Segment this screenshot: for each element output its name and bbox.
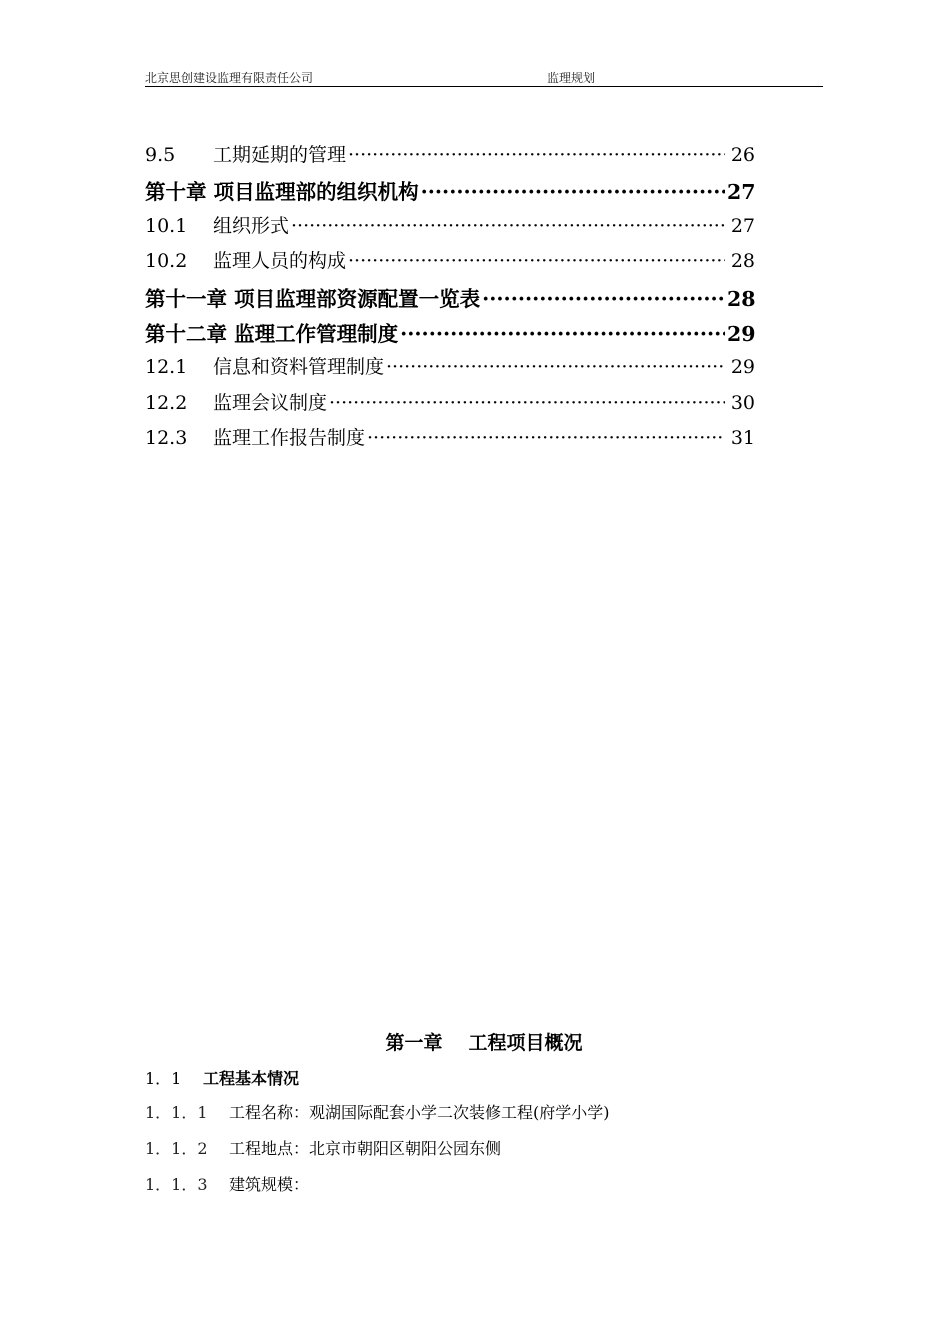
toc-entry-page: 26: [730, 144, 755, 166]
toc-entry-title: 监理工作报告制度: [213, 427, 366, 450]
toc-entry[interactable]: [145, 388, 755, 423]
section-title: 工程基本情况: [203, 1069, 300, 1088]
toc-entry[interactable]: [145, 246, 755, 281]
toc-dot-leader: [329, 392, 725, 414]
toc-entry[interactable]: [145, 423, 755, 458]
page-header: [145, 66, 823, 87]
toc-entry-page: 28: [730, 250, 755, 273]
toc-entry-number: 9.5: [145, 144, 176, 166]
toc-entry-title: 工期延期的管理: [213, 144, 347, 166]
toc-entry[interactable]: [145, 352, 755, 387]
toc-dot-leader: [348, 250, 725, 272]
subsection-item: [145, 1100, 610, 1123]
subsection-number: 1．1．1: [145, 1103, 208, 1122]
toc-chapter-entry[interactable]: [145, 282, 755, 317]
section-number: 1．1: [145, 1069, 182, 1088]
toc-dot-leader: [367, 427, 725, 449]
toc-entry-page: 28: [727, 286, 756, 311]
subsection-text: 工程地点：北京市朝阳区朝阳公园东侧: [229, 1139, 502, 1158]
toc-dot-leader: [291, 215, 725, 237]
section-heading: [145, 1066, 299, 1089]
chapter-title: 工程项目概况: [468, 1032, 583, 1054]
toc-chapter-entry[interactable]: [145, 175, 755, 210]
toc-entry-title: 第十二章 监理工作管理制度: [145, 321, 399, 346]
toc-entry-title: 组织形式: [213, 214, 290, 237]
toc-entry-page: 27: [730, 214, 755, 237]
toc-entry-page: 29: [730, 356, 755, 379]
toc-entry[interactable]: [145, 140, 755, 175]
chapter-number: 第一章: [385, 1032, 443, 1054]
toc-entry-title: 监理人员的构成: [213, 250, 347, 273]
toc-entry-number: 12.2: [145, 391, 188, 414]
toc-dot-leader: [482, 287, 725, 311]
subsection-item: [145, 1136, 501, 1159]
toc-dot-leader: [400, 322, 725, 346]
toc-entry-page: 27: [727, 180, 756, 205]
toc-entry-page: 29: [727, 321, 756, 346]
subsection-item: [145, 1172, 309, 1195]
toc-entry[interactable]: [145, 211, 755, 246]
subsection-number: 1．1．3: [145, 1175, 208, 1194]
toc-entry-number: 12.3: [145, 427, 188, 450]
header-document-title: 监理规划: [547, 71, 596, 85]
subsection-number: 1．1．2: [145, 1139, 208, 1158]
toc-entry-title: 信息和资料管理制度: [213, 356, 385, 379]
toc-dot-leader: [386, 356, 725, 378]
toc-entry-page: 30: [730, 391, 755, 414]
subsection-text: 工程名称：观湖国际配套小学二次装修工程(府学小学): [229, 1103, 610, 1122]
toc-entry-title: 第十章 项目监理部的组织机构: [145, 180, 419, 205]
header-company-name: 北京思创建设监理有限责任公司: [145, 71, 314, 85]
toc-entry-number: 10.2: [145, 250, 188, 273]
subsection-text: 建筑规模：: [229, 1175, 310, 1194]
toc-entry-title: 监理会议制度: [213, 391, 328, 414]
table-of-contents: [145, 140, 755, 459]
toc-entry-number: 10.1: [145, 214, 188, 237]
toc-entry-page: 31: [730, 427, 755, 450]
toc-chapter-entry[interactable]: [145, 317, 755, 352]
toc-entry-number: 12.1: [145, 356, 188, 379]
toc-dot-leader: [348, 144, 725, 166]
toc-entry-title: 第十一章 项目监理部资源配置一览表: [145, 286, 481, 311]
chapter-heading: [145, 1028, 823, 1055]
toc-dot-leader: [421, 180, 725, 204]
